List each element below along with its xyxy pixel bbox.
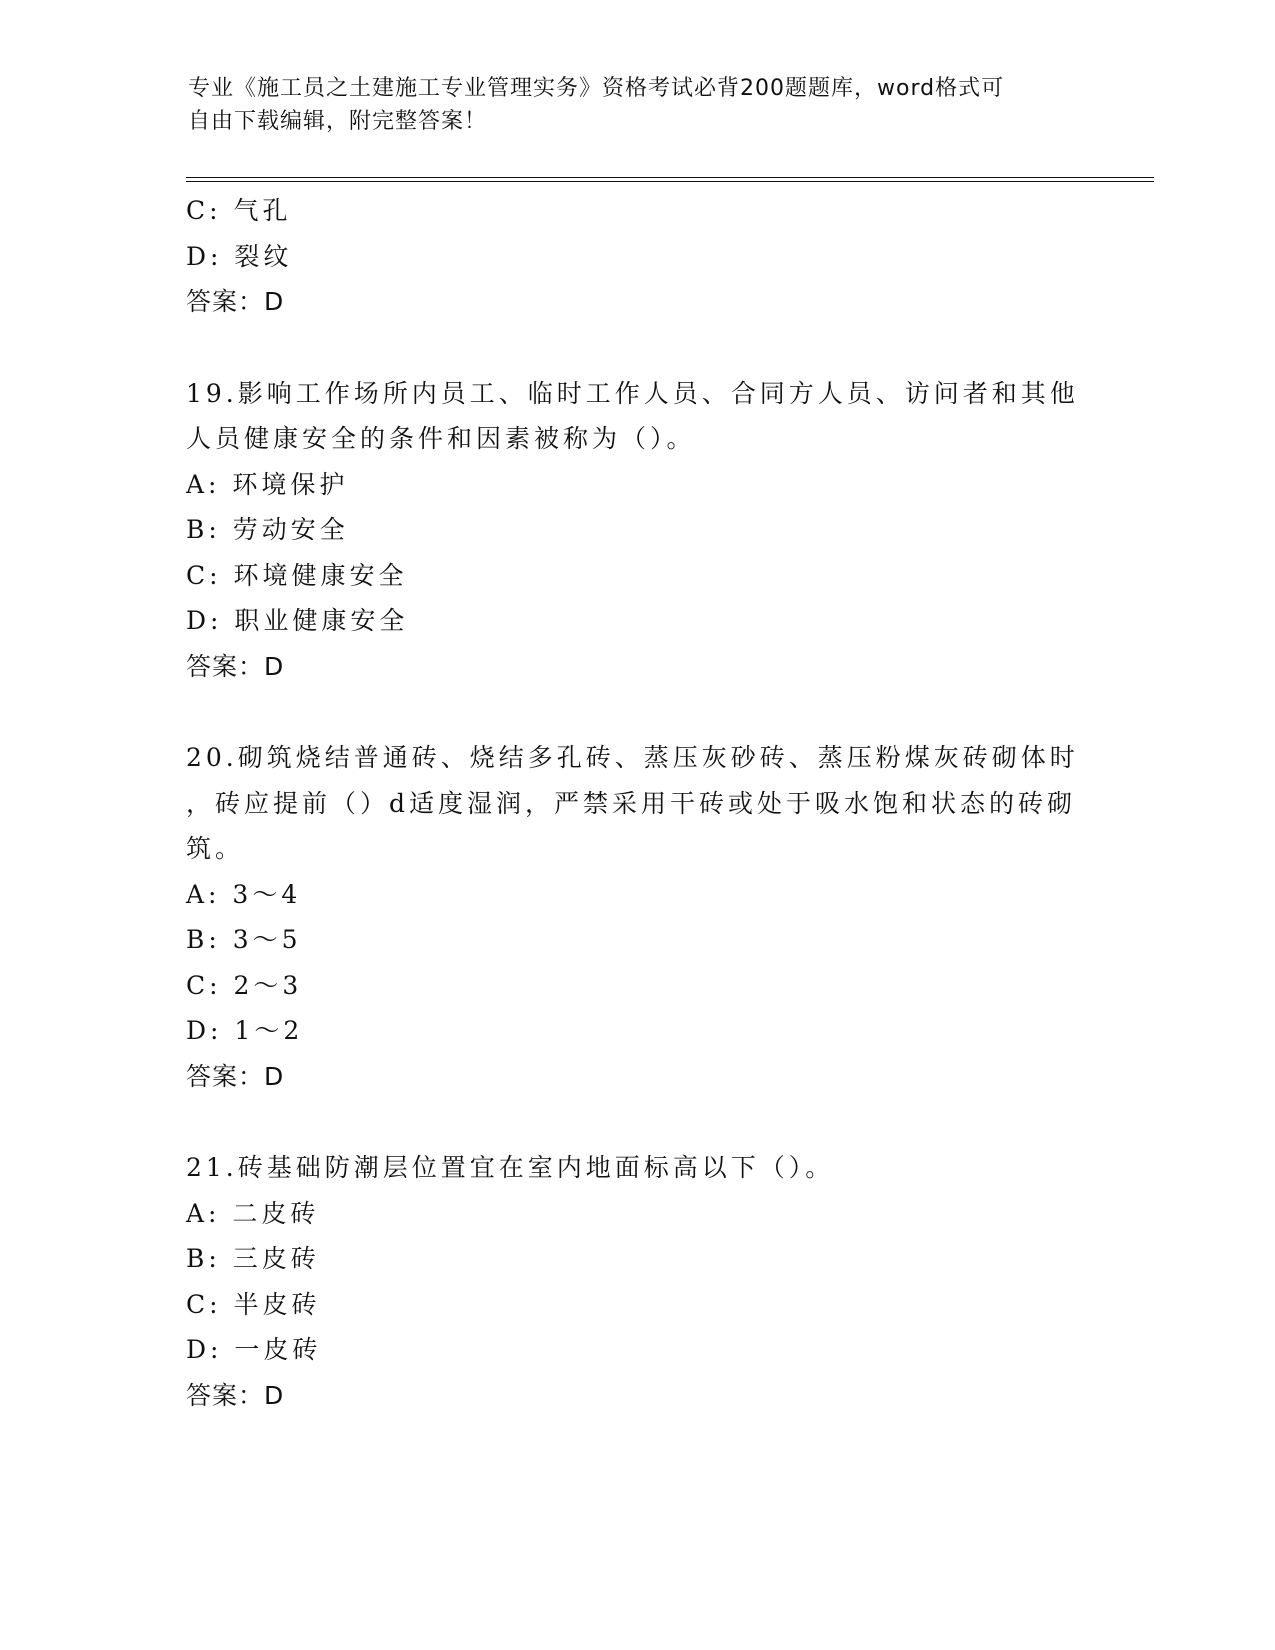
answer-line: 答案：D: [186, 1380, 285, 1410]
option-d: D: 一皮砖: [186, 1335, 322, 1364]
option-b: B: 三皮砖: [186, 1244, 320, 1273]
option-c: C: 环境健康安全: [186, 560, 408, 590]
option-a: A: 二皮砖: [186, 1198, 320, 1228]
question-19: [186, 371, 1106, 690]
answer-line: 答案：D: [186, 651, 285, 681]
option-b: B: 劳动安全: [186, 515, 349, 544]
option-d: D: 职业健康安全: [186, 606, 409, 635]
option-a: A: 3～4: [186, 879, 302, 909]
question-stem-line: 21.砖基础防潮层位置宜在室内地面标高以下（）。: [186, 1153, 835, 1182]
question-stem-line: 筑。: [186, 834, 245, 863]
question-stem-line: 19.影响工作场所内员工、临时工作人员、合同方人员、访问者和其他: [186, 378, 1079, 408]
question-stem-line: 20.砌筑烧结普通砖、烧结多孔砖、蒸压灰砂砖、蒸压粉煤灰砖砌体时: [186, 743, 1079, 772]
previous-question-tail: [186, 188, 1106, 325]
header-divider: [186, 177, 1154, 182]
option-c: C: 气孔: [186, 196, 292, 225]
option-b: B: 3～5: [186, 925, 302, 954]
option-d: D: 1～2: [186, 1016, 304, 1045]
question-stem-line: ，砖应提前（）d适度湿润，严禁采用干砖或处于吸水饱和状态的砖砌: [186, 788, 1077, 818]
option-d: D: 裂纹: [186, 241, 293, 271]
header-line-2: 自由下载编辑，附完整答案！: [188, 109, 488, 134]
option-a: A: 环境保护: [186, 469, 349, 499]
answer-line: 答案：D: [186, 287, 285, 316]
question-content: [186, 188, 1106, 1418]
question-20: [186, 735, 1106, 1099]
question-21: [186, 1145, 1106, 1418]
option-c: C: 半皮砖: [186, 1289, 321, 1319]
option-c: C: 2～3: [186, 970, 303, 1000]
page-header: [188, 72, 1068, 138]
answer-line: 答案：D: [186, 1061, 285, 1091]
question-stem-line: 人员健康安全的条件和因素被称为（）。: [186, 424, 696, 453]
header-line-1: 专业《施工员之土建施工专业管理实务》资格考试必背200题题库，word格式可: [188, 76, 1005, 101]
